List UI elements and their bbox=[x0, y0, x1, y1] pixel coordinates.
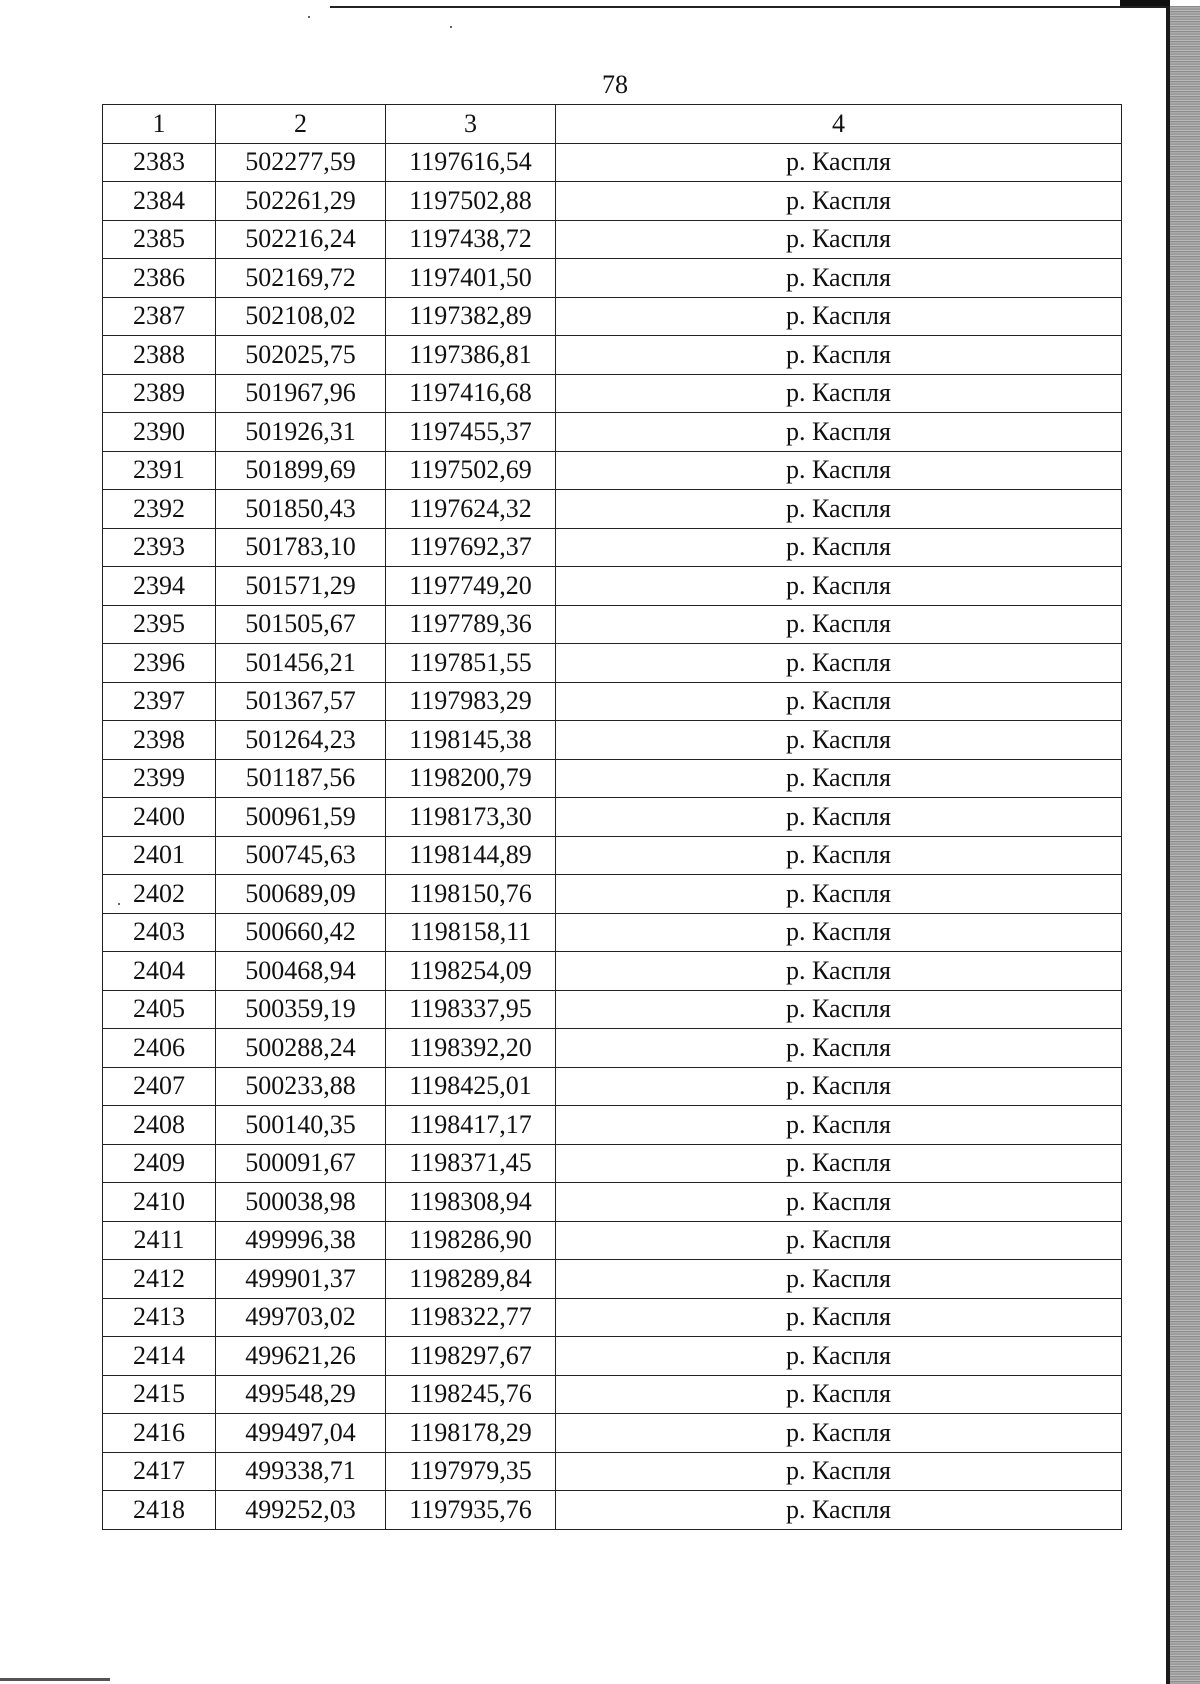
table-row bbox=[103, 374, 1122, 413]
point-number-cell: 2397 bbox=[103, 682, 216, 721]
description-cell: р. Каспля bbox=[556, 1337, 1122, 1376]
y-coordinate-cell: 1198178,29 bbox=[386, 1414, 556, 1453]
table-row bbox=[103, 1029, 1122, 1068]
point-number-cell: 2393 bbox=[103, 528, 216, 567]
y-coordinate-cell: 1198417,17 bbox=[386, 1106, 556, 1145]
y-coordinate-cell: 1197749,20 bbox=[386, 567, 556, 606]
description-cell: р. Каспля bbox=[556, 605, 1122, 644]
x-coordinate-cell: 501571,29 bbox=[216, 567, 386, 606]
y-coordinate-cell: 1198200,79 bbox=[386, 759, 556, 798]
point-number-cell: 2414 bbox=[103, 1337, 216, 1376]
x-coordinate-cell: 499338,71 bbox=[216, 1452, 386, 1491]
x-coordinate-cell: 500689,09 bbox=[216, 875, 386, 914]
x-coordinate-cell: 500660,42 bbox=[216, 913, 386, 952]
description-cell: р. Каспля bbox=[556, 1414, 1122, 1453]
table-row bbox=[103, 451, 1122, 490]
x-coordinate-cell: 502277,59 bbox=[216, 143, 386, 182]
description-cell: р. Каспля bbox=[556, 220, 1122, 259]
y-coordinate-cell: 1198173,30 bbox=[386, 798, 556, 837]
description-cell: р. Каспля bbox=[556, 1260, 1122, 1299]
y-coordinate-cell: 1197382,89 bbox=[386, 297, 556, 336]
point-number-cell: 2418 bbox=[103, 1491, 216, 1530]
point-number-cell: 2405 bbox=[103, 990, 216, 1029]
x-coordinate-cell: 501187,56 bbox=[216, 759, 386, 798]
point-number-cell: 2398 bbox=[103, 721, 216, 760]
table-row bbox=[103, 567, 1122, 606]
table-row bbox=[103, 143, 1122, 182]
description-cell: р. Каспля bbox=[556, 143, 1122, 182]
point-number-cell: 2400 bbox=[103, 798, 216, 837]
x-coordinate-cell: 499996,38 bbox=[216, 1221, 386, 1260]
point-number-cell: 2402 bbox=[103, 875, 216, 914]
x-coordinate-cell: 500468,94 bbox=[216, 952, 386, 991]
x-coordinate-cell: 502261,29 bbox=[216, 182, 386, 221]
x-coordinate-cell: 501926,31 bbox=[216, 413, 386, 452]
page-number: 78 bbox=[602, 70, 628, 99]
y-coordinate-cell: 1198144,89 bbox=[386, 836, 556, 875]
x-coordinate-cell: 499703,02 bbox=[216, 1298, 386, 1337]
table-row bbox=[103, 336, 1122, 375]
x-coordinate-cell: 501456,21 bbox=[216, 644, 386, 683]
scan-top-mark bbox=[1120, 0, 1170, 6]
description-cell: р. Каспля bbox=[556, 798, 1122, 837]
point-number-cell: 2384 bbox=[103, 182, 216, 221]
table-row bbox=[103, 490, 1122, 529]
x-coordinate-cell: 499497,04 bbox=[216, 1414, 386, 1453]
description-cell: р. Каспля bbox=[556, 259, 1122, 298]
point-number-cell: 2394 bbox=[103, 567, 216, 606]
table-row bbox=[103, 1491, 1122, 1530]
column-header: 2 bbox=[216, 105, 386, 144]
point-number-cell: 2387 bbox=[103, 297, 216, 336]
table-body bbox=[103, 143, 1122, 1529]
scan-edge-shadow bbox=[1170, 6, 1200, 1684]
y-coordinate-cell: 1197983,29 bbox=[386, 682, 556, 721]
description-cell: р. Каспля bbox=[556, 721, 1122, 760]
description-cell: р. Каспля bbox=[556, 1491, 1122, 1530]
point-number-cell: 2383 bbox=[103, 143, 216, 182]
column-header: 4 bbox=[556, 105, 1122, 144]
table-row bbox=[103, 1106, 1122, 1145]
y-coordinate-cell: 1197624,32 bbox=[386, 490, 556, 529]
description-cell: р. Каспля bbox=[556, 1144, 1122, 1183]
x-coordinate-cell: 501264,23 bbox=[216, 721, 386, 760]
x-coordinate-cell: 500091,67 bbox=[216, 1144, 386, 1183]
table-row bbox=[103, 297, 1122, 336]
y-coordinate-cell: 1198150,76 bbox=[386, 875, 556, 914]
point-number-cell: 2389 bbox=[103, 374, 216, 413]
description-cell: р. Каспля bbox=[556, 990, 1122, 1029]
table-row bbox=[103, 1183, 1122, 1222]
table-row bbox=[103, 1221, 1122, 1260]
x-coordinate-cell: 499252,03 bbox=[216, 1491, 386, 1530]
point-number-cell: 2417 bbox=[103, 1452, 216, 1491]
description-cell: р. Каспля bbox=[556, 451, 1122, 490]
y-coordinate-cell: 1197616,54 bbox=[386, 143, 556, 182]
x-coordinate-cell: 500038,98 bbox=[216, 1183, 386, 1222]
y-coordinate-cell: 1197979,35 bbox=[386, 1452, 556, 1491]
y-coordinate-cell: 1198425,01 bbox=[386, 1067, 556, 1106]
point-number-cell: 2410 bbox=[103, 1183, 216, 1222]
y-coordinate-cell: 1198297,67 bbox=[386, 1337, 556, 1376]
y-coordinate-cell: 1197386,81 bbox=[386, 336, 556, 375]
description-cell: р. Каспля bbox=[556, 1298, 1122, 1337]
x-coordinate-cell: 502025,75 bbox=[216, 336, 386, 375]
description-cell: р. Каспля bbox=[556, 1375, 1122, 1414]
table-header-row bbox=[103, 105, 1122, 144]
point-number-cell: 2396 bbox=[103, 644, 216, 683]
point-number-cell: 2412 bbox=[103, 1260, 216, 1299]
scan-bottom-mark bbox=[0, 1678, 110, 1681]
point-number-cell: 2390 bbox=[103, 413, 216, 452]
point-number-cell: 2386 bbox=[103, 259, 216, 298]
y-coordinate-cell: 1197401,50 bbox=[386, 259, 556, 298]
y-coordinate-cell: 1198392,20 bbox=[386, 1029, 556, 1068]
y-coordinate-cell: 1197416,68 bbox=[386, 374, 556, 413]
point-number-cell: 2404 bbox=[103, 952, 216, 991]
point-number-cell: 2409 bbox=[103, 1144, 216, 1183]
table-row bbox=[103, 1414, 1122, 1453]
point-number-cell: 2415 bbox=[103, 1375, 216, 1414]
description-cell: р. Каспля bbox=[556, 644, 1122, 683]
description-cell: р. Каспля bbox=[556, 1029, 1122, 1068]
y-coordinate-cell: 1198245,76 bbox=[386, 1375, 556, 1414]
table-row bbox=[103, 990, 1122, 1029]
table-row bbox=[103, 1375, 1122, 1414]
description-cell: р. Каспля bbox=[556, 336, 1122, 375]
x-coordinate-cell: 501850,43 bbox=[216, 490, 386, 529]
y-coordinate-cell: 1198337,95 bbox=[386, 990, 556, 1029]
point-number-cell: 2392 bbox=[103, 490, 216, 529]
point-number-cell: 2388 bbox=[103, 336, 216, 375]
column-header: 3 bbox=[386, 105, 556, 144]
point-number-cell: 2395 bbox=[103, 605, 216, 644]
point-number-cell: 2408 bbox=[103, 1106, 216, 1145]
y-coordinate-cell: 1197851,55 bbox=[386, 644, 556, 683]
x-coordinate-cell: 499901,37 bbox=[216, 1260, 386, 1299]
description-cell: р. Каспля bbox=[556, 297, 1122, 336]
point-number-cell: 2406 bbox=[103, 1029, 216, 1068]
table-row bbox=[103, 413, 1122, 452]
point-number-cell: 2391 bbox=[103, 451, 216, 490]
table-row bbox=[103, 528, 1122, 567]
point-number-cell: 2399 bbox=[103, 759, 216, 798]
x-coordinate-cell: 499548,29 bbox=[216, 1375, 386, 1414]
table-row bbox=[103, 1067, 1122, 1106]
table-row bbox=[103, 1298, 1122, 1337]
description-cell: р. Каспля bbox=[556, 952, 1122, 991]
table-row bbox=[103, 798, 1122, 837]
table-row bbox=[103, 605, 1122, 644]
table-row bbox=[103, 1337, 1122, 1376]
table-row bbox=[103, 721, 1122, 760]
scan-speck bbox=[308, 16, 310, 18]
x-coordinate-cell: 501783,10 bbox=[216, 528, 386, 567]
column-header: 1 bbox=[103, 105, 216, 144]
table-row bbox=[103, 1452, 1122, 1491]
x-coordinate-cell: 500233,88 bbox=[216, 1067, 386, 1106]
x-coordinate-cell: 500140,35 bbox=[216, 1106, 386, 1145]
table-row bbox=[103, 913, 1122, 952]
y-coordinate-cell: 1197789,36 bbox=[386, 605, 556, 644]
description-cell: р. Каспля bbox=[556, 1221, 1122, 1260]
y-coordinate-cell: 1198308,94 bbox=[386, 1183, 556, 1222]
description-cell: р. Каспля bbox=[556, 374, 1122, 413]
y-coordinate-cell: 1198371,45 bbox=[386, 1144, 556, 1183]
description-cell: р. Каспля bbox=[556, 836, 1122, 875]
description-cell: р. Каспля bbox=[556, 759, 1122, 798]
y-coordinate-cell: 1197692,37 bbox=[386, 528, 556, 567]
table-row bbox=[103, 259, 1122, 298]
point-number-cell: 2407 bbox=[103, 1067, 216, 1106]
description-cell: р. Каспля bbox=[556, 1452, 1122, 1491]
point-number-cell: 2416 bbox=[103, 1414, 216, 1453]
y-coordinate-cell: 1198145,38 bbox=[386, 721, 556, 760]
x-coordinate-cell: 500961,59 bbox=[216, 798, 386, 837]
x-coordinate-cell: 501505,67 bbox=[216, 605, 386, 644]
table-row bbox=[103, 952, 1122, 991]
description-cell: р. Каспля bbox=[556, 913, 1122, 952]
coordinates-table bbox=[102, 104, 1122, 1530]
point-number-cell: 2401 bbox=[103, 836, 216, 875]
y-coordinate-cell: 1197502,69 bbox=[386, 451, 556, 490]
y-coordinate-cell: 1197455,37 bbox=[386, 413, 556, 452]
x-coordinate-cell: 501367,57 bbox=[216, 682, 386, 721]
table-row bbox=[103, 682, 1122, 721]
table-row bbox=[103, 220, 1122, 259]
description-cell: р. Каспля bbox=[556, 1106, 1122, 1145]
y-coordinate-cell: 1198158,11 bbox=[386, 913, 556, 952]
description-cell: р. Каспля bbox=[556, 182, 1122, 221]
description-cell: р. Каспля bbox=[556, 567, 1122, 606]
x-coordinate-cell: 500745,63 bbox=[216, 836, 386, 875]
y-coordinate-cell: 1197935,76 bbox=[386, 1491, 556, 1530]
y-coordinate-cell: 1198322,77 bbox=[386, 1298, 556, 1337]
x-coordinate-cell: 500288,24 bbox=[216, 1029, 386, 1068]
table-row bbox=[103, 875, 1122, 914]
x-coordinate-cell: 501967,96 bbox=[216, 374, 386, 413]
y-coordinate-cell: 1198289,84 bbox=[386, 1260, 556, 1299]
table-row bbox=[103, 644, 1122, 683]
description-cell: р. Каспля bbox=[556, 528, 1122, 567]
y-coordinate-cell: 1198286,90 bbox=[386, 1221, 556, 1260]
point-number-cell: 2385 bbox=[103, 220, 216, 259]
table-row bbox=[103, 1144, 1122, 1183]
x-coordinate-cell: 499621,26 bbox=[216, 1337, 386, 1376]
scan-speck bbox=[450, 26, 452, 28]
x-coordinate-cell: 502169,72 bbox=[216, 259, 386, 298]
description-cell: р. Каспля bbox=[556, 875, 1122, 914]
y-coordinate-cell: 1198254,09 bbox=[386, 952, 556, 991]
scan-top-rule bbox=[330, 6, 1170, 8]
x-coordinate-cell: 502216,24 bbox=[216, 220, 386, 259]
point-number-cell: 2413 bbox=[103, 1298, 216, 1337]
description-cell: р. Каспля bbox=[556, 490, 1122, 529]
table-row bbox=[103, 182, 1122, 221]
table-row bbox=[103, 836, 1122, 875]
description-cell: р. Каспля bbox=[556, 1183, 1122, 1222]
description-cell: р. Каспля bbox=[556, 413, 1122, 452]
description-cell: р. Каспля bbox=[556, 1067, 1122, 1106]
x-coordinate-cell: 500359,19 bbox=[216, 990, 386, 1029]
x-coordinate-cell: 501899,69 bbox=[216, 451, 386, 490]
point-number-cell: 2411 bbox=[103, 1221, 216, 1260]
table-row bbox=[103, 759, 1122, 798]
point-number-cell: 2403 bbox=[103, 913, 216, 952]
y-coordinate-cell: 1197438,72 bbox=[386, 220, 556, 259]
table-row bbox=[103, 1260, 1122, 1299]
y-coordinate-cell: 1197502,88 bbox=[386, 182, 556, 221]
description-cell: р. Каспля bbox=[556, 682, 1122, 721]
x-coordinate-cell: 502108,02 bbox=[216, 297, 386, 336]
